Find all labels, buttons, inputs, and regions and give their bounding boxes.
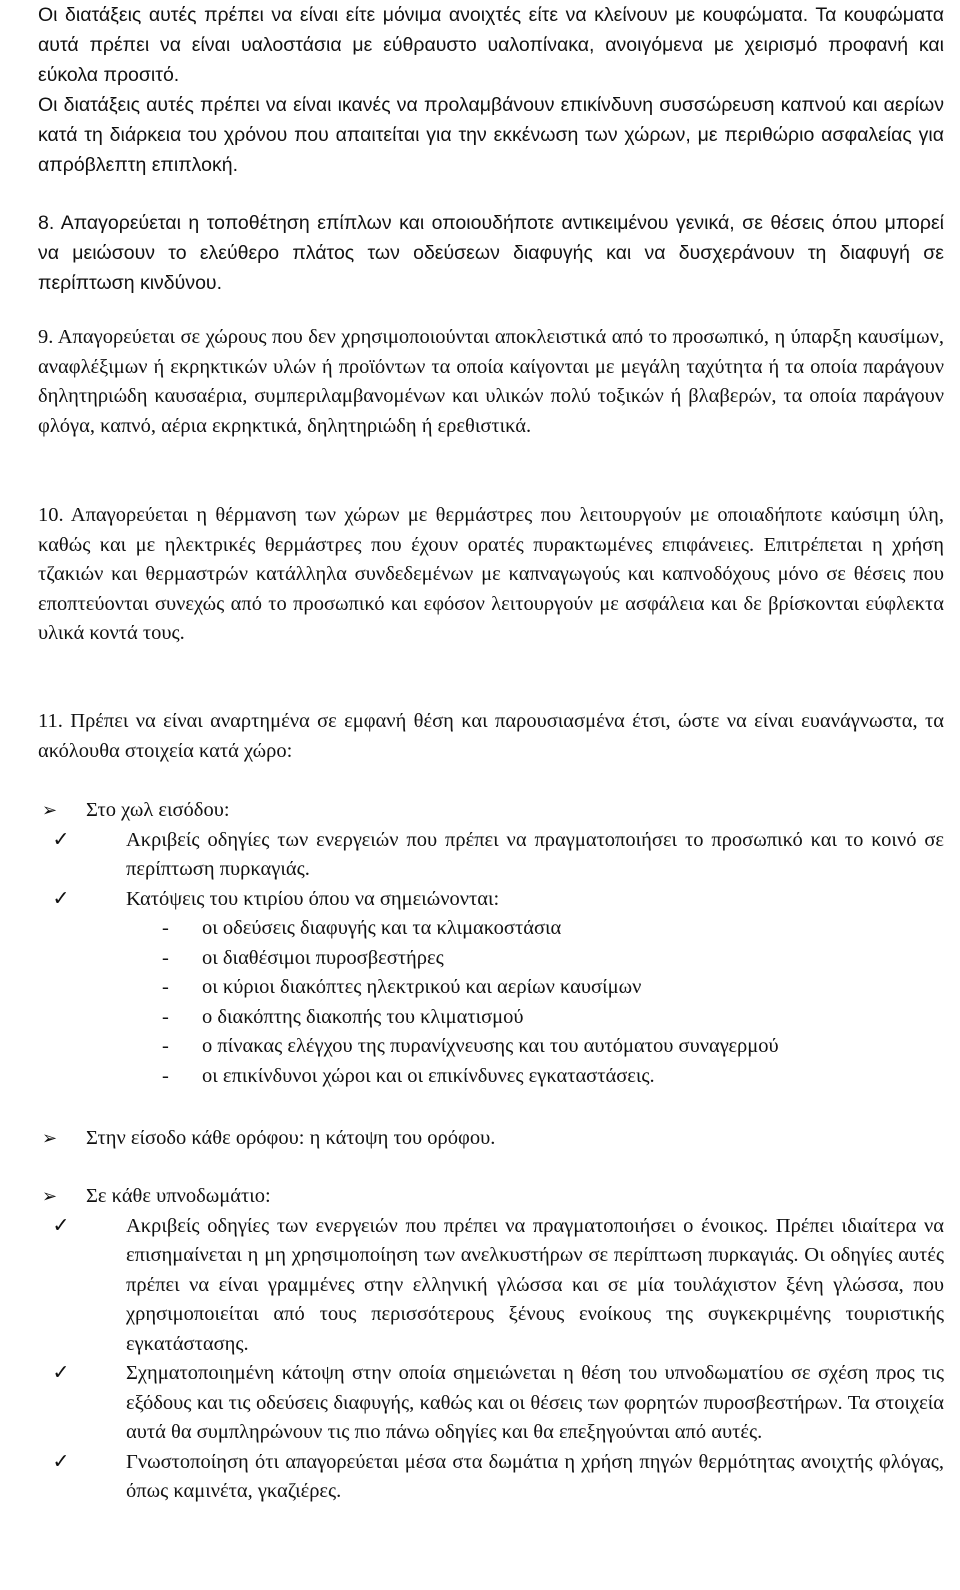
dash-item: - ο διακόπτης διακοπής του κλιματισμού: [162, 1003, 944, 1033]
dash-bullet: -: [162, 917, 169, 939]
item-number: 8.: [38, 212, 55, 234]
list-item-text: 9. Απαγορεύεται σε χώρους που δεν χρησιμοποιούνται αποκλειστικά από το προσωπικό, η ύπαρξη καυσίμων, αναφλέξιμων ή εκρηκτικών υλών ή προϊόντων τα οποία καίγονται με μεγάλη ταχύτητα ή τα οποία παράγουν δηλητηριώδη καυσαέρια, συμπεριλαμβανομένων και υλικών πολύ τοξικών ή βλαβερών, τα οποία παράγουν φλόγα, καπνό, αέρια εκρηκτικά, δηλητηριώδη ή ερεθιστικά.: [38, 326, 944, 437]
list-item-11: [38, 707, 944, 766]
item-number: 11.: [38, 710, 63, 732]
checkmark-icon: ✓: [52, 1362, 70, 1384]
dash-bullet: -: [162, 1035, 169, 1057]
dash-item: - οι κύριοι διακόπτες ηλεκτρικού και αερίων καυσίμων: [162, 973, 944, 1003]
checkmark-icon: ✓: [52, 828, 70, 851]
intro-paragraph-2: [38, 90, 944, 180]
check-item: ✓ Σχηματοποιημένη κάτοψη στην οποία σημειώνεται η θέση του υπνοδωματίου σε σχέση προς τις εξόδους και τις οδεύσεις διαφυγής, καθώς και οι θέσεις των φορητών πυροσβεστήρων. Τα στοιχεία αυτά θα συμπληρώνουν τις πιο πάνω οδηγίες και θα επεξηγούνται από αυτές.: [86, 1359, 944, 1448]
item-number: 10.: [38, 504, 64, 526]
intro-paragraph-1: [38, 0, 944, 90]
section-hall: [38, 796, 944, 1091]
section-room: [38, 1182, 944, 1507]
list-item-10: [38, 501, 944, 649]
section-floor: [38, 1124, 944, 1154]
arrow-bullet-icon: ➢: [42, 1186, 58, 1206]
list-item-text: 10. Απαγορεύεται η θέρμανση των χώρων με θερμάστρες που λειτουργούν με οποιαδήποτε καύσιμη ύλη, καθώς και με ηλεκτρικές θερμάστρες που έχουν ορατές πυρακτωμένες επιφάνειες. Επιτρέπεται η χρήση τζακιών και θερμαστρών κατάλληλα συνδεδεμένων με καπναγωγούς και καπνοδόχους μόνο σε θέσεις που εποπτεύονται συνεχώς από το προσωπικό και εφόσον λειτουργούν με ασφάλεια και δε βρίσκονται εύφλεκτα υλικά κοντά τους.: [38, 504, 944, 644]
check-item: ✓ Κατόψεις του κτιρίου όπου να σημειώνονται:: [86, 885, 944, 915]
list-item-text: 11. Πρέπει να είναι αναρτημένα σε εμφανή θέση και παρουσιασμένα έτσι, ώστε να είναι ευανάγνωστα, τα ακόλουθα στοιχεία κατά χώρο:: [38, 710, 945, 762]
dash-item: - οι διαθέσιμοι πυροσβεστήρες: [162, 944, 944, 974]
section-title: Σε κάθε υπνοδωμάτιο:: [86, 1185, 271, 1207]
checkmark-icon: ✓: [52, 1450, 70, 1473]
section-title: Στην είσοδο κάθε ορόφου: η κάτοψη του ορόφου.: [86, 1127, 496, 1149]
section-title: Στο χωλ εισόδου:: [86, 799, 230, 821]
arrow-bullet-icon: ➢: [42, 1128, 58, 1148]
dash-item: - οι οδεύσεις διαφυγής και τα κλιμακοστάσια: [162, 914, 944, 944]
intro-text-2: Οι διατάξεις αυτές πρέπει να είναι ικανές να προλαμβάνουν επικίνδυνη συσσώρευση καπνού και αερίων κατά τη διάρκεια του χρόνου που απαιτείται για την εκκένωση των χώρων, με περιθώριο ασφαλείας για απρόβλεπτη επιπλοκή.: [38, 94, 944, 176]
check-item: ✓ Ακριβείς οδηγίες των ενεργειών που πρέπει να πραγματοποιήσει το προσωπικό και το κοινό σε περίπτωση πυρκαγιάς.: [86, 826, 944, 885]
dash-bullet: -: [162, 1005, 169, 1028]
intro-text-1: Οι διατάξεις αυτές πρέπει να είναι είτε μόνιμα ανοιχτές είτε να κλείνουν με κουφώματα. Τα κουφώματα αυτά πρέπει να είναι υαλοστάσια με εύθραυστο υαλοπίνακα, ανοιγόμενα με χειρισμό προφανή και εύκολα προσιτό.: [38, 4, 944, 86]
dash-item: - οι επικίνδυνοι χώροι και οι επικίνδυνες εγκαταστάσεις.: [162, 1062, 944, 1092]
dash-bullet: -: [162, 976, 169, 998]
list-item-8: [38, 208, 944, 298]
check-item: ✓ Ακριβείς οδηγίες των ενεργειών που πρέπει να πραγματοποιήσει ο ένοικος. Πρέπει ιδιαίτερα να επισημαίνεται η μη χρησιμοποίηση των ανελκυστήρων σε περίπτωση πυρκαγιάς. Οι οδηγίες αυτές πρέπει να είναι γραμμένες στην ελληνική γλώσσα και σε μία τουλάχιστον ξένη γλώσσα, που χρησιμοποιείται από τους περισσότερους ξένους ενοίκους της συγκεκριμένης τουριστικής εγκατάστασης.: [86, 1212, 944, 1360]
checkmark-icon: ✓: [52, 1214, 70, 1237]
list-item-text: 8. Απαγορεύεται η τοποθέτηση επίπλων και οποιουδήποτε αντικειμένου γενικά, σε θέσεις όπου μπορεί να μειώσουν το ελεύθερο πλάτος των οδεύσεων διαφυγής και να δυσχεράνουν τη διαφυγή σε περίπτωση κινδύνου.: [38, 212, 945, 294]
dash-bullet: -: [162, 946, 169, 969]
check-item: ✓ Γνωστοποίηση ότι απαγορεύεται μέσα στα δωμάτια η χρήση πηγών θερμότητας ανοιχτής φλόγας, όπως καμινέτα, γκαζιέρες.: [86, 1448, 944, 1507]
dash-bullet: -: [162, 1064, 169, 1087]
list-item-9: [38, 323, 944, 441]
arrow-bullet-icon: ➢: [42, 800, 58, 820]
item-number: 9.: [38, 326, 54, 348]
dash-item: - ο πίνακας ελέγχου της πυρανίχνευσης και του αυτόματου συναγερμού: [162, 1032, 944, 1062]
checkmark-icon: ✓: [52, 887, 70, 910]
